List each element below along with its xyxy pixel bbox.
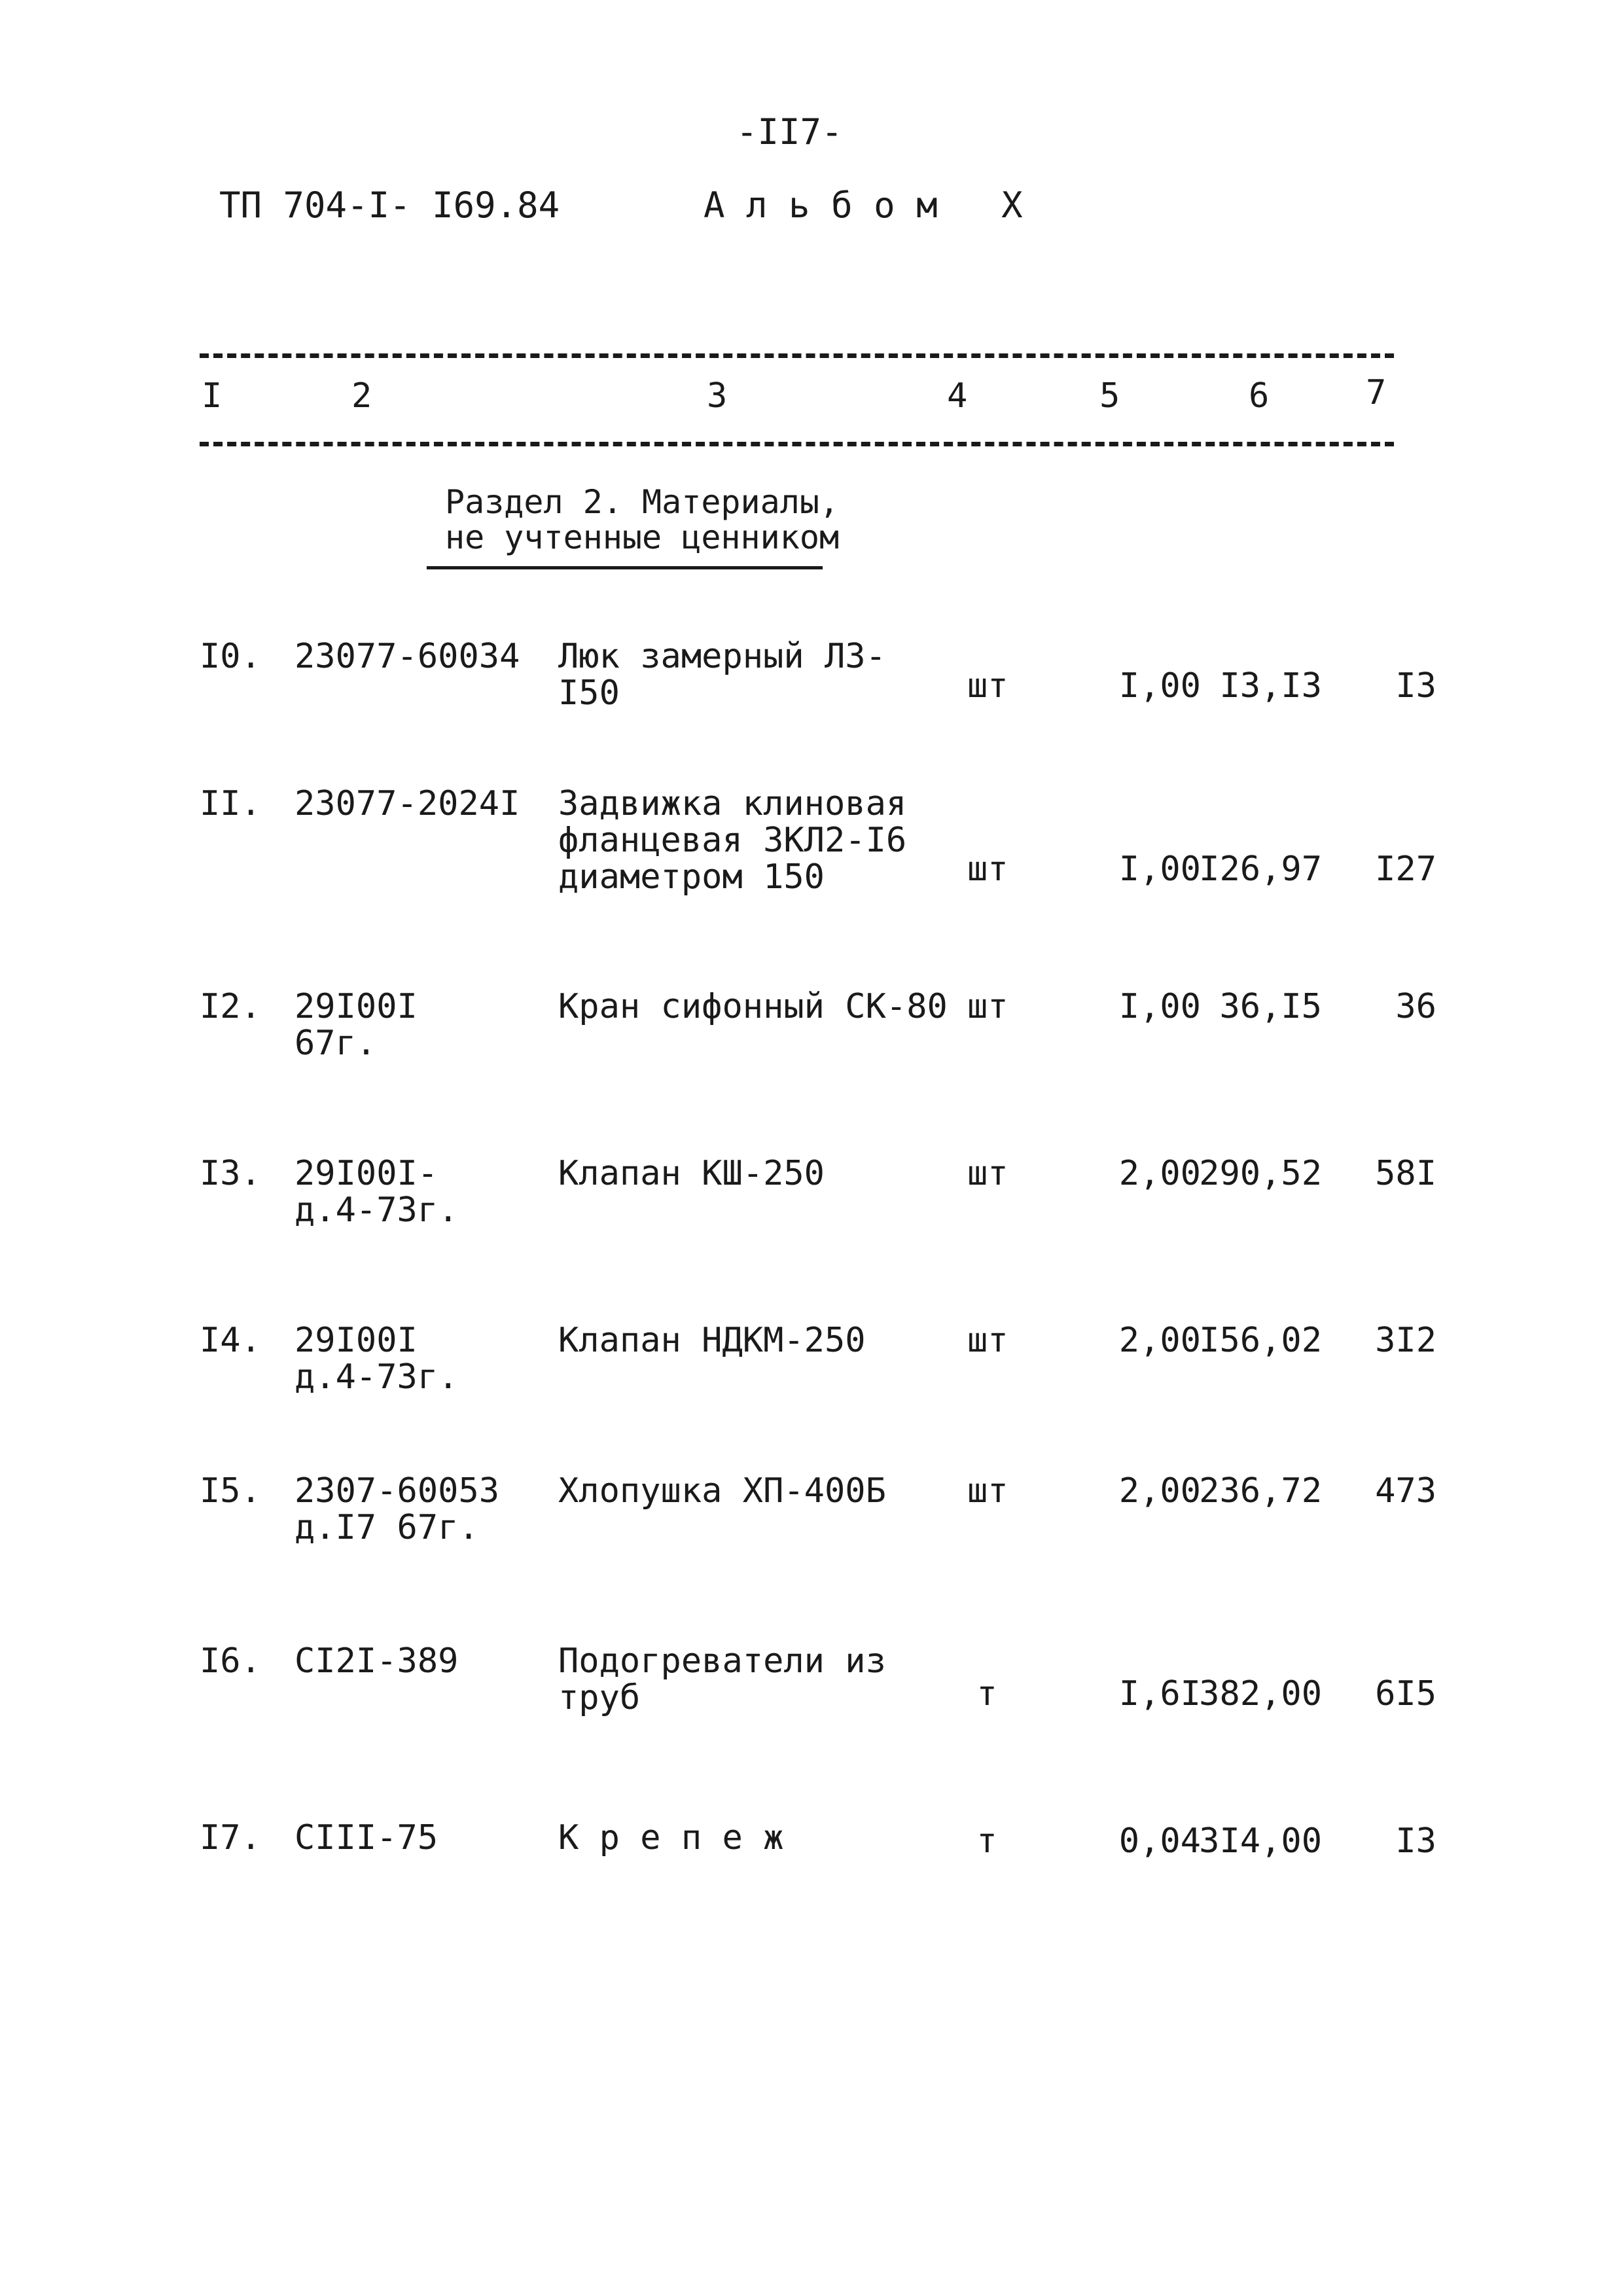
price-code: 23077-2024I <box>294 784 520 823</box>
unit: шт <box>967 1321 1008 1360</box>
total: I3 <box>1395 1821 1436 1861</box>
album-label: А л ь б о м X <box>704 185 1023 226</box>
section-title <box>445 484 839 555</box>
unit: шт <box>967 850 1008 889</box>
total: 3I2 <box>1375 1321 1436 1360</box>
total: I3 <box>1395 666 1436 706</box>
quantity: I,00 <box>1118 987 1201 1026</box>
column-number: 7 <box>1366 373 1387 412</box>
unit: шт <box>967 1471 1008 1511</box>
quantity: 2,00 <box>1118 1321 1201 1360</box>
price-code: 29I00I 67г. <box>294 987 418 1063</box>
item-name: Хлопушка ХП-400Б <box>558 1471 886 1511</box>
unit: т <box>976 1821 997 1861</box>
item-name: Кран сифонный СК-80 <box>558 987 948 1026</box>
unit: шт <box>967 1154 1008 1193</box>
row-number: I3. <box>200 1154 261 1193</box>
unit-price: I26,97 <box>1199 850 1322 889</box>
quantity: 2,00 <box>1118 1154 1201 1193</box>
row-number: I6. <box>200 1641 261 1681</box>
unit-price: 290,52 <box>1199 1154 1322 1193</box>
table-top-rule <box>200 353 1394 358</box>
row-number: I4. <box>200 1321 261 1360</box>
row-number: I5. <box>200 1471 261 1511</box>
unit-price: 382,00 <box>1199 1674 1322 1713</box>
price-code: 29I00I д.4-73г. <box>294 1321 459 1397</box>
quantity: I,00 <box>1118 850 1201 889</box>
unit-price: 3I4,00 <box>1199 1821 1322 1861</box>
unit: т <box>976 1674 997 1713</box>
page-number: -II7- <box>736 111 843 152</box>
item-name: Задвижка клиновая фланцевая ЗКЛ2-I6 диаметром 150 <box>558 784 907 897</box>
item-name: Клапан КШ-250 <box>558 1154 825 1193</box>
quantity: I,00 <box>1118 666 1201 706</box>
item-name: Подогреватели из труб <box>558 1641 886 1717</box>
item-name: К р е п е ж <box>558 1818 784 1857</box>
price-code: CI2I-389 <box>294 1641 459 1681</box>
quantity: 2,00 <box>1118 1471 1201 1511</box>
total: I27 <box>1375 850 1436 889</box>
total: 473 <box>1375 1471 1436 1511</box>
price-code: 23077-60034 <box>294 637 520 676</box>
total: 6I5 <box>1375 1674 1436 1713</box>
unit: шт <box>967 987 1008 1026</box>
item-name: Люк замерный ЛЗ- I50 <box>558 637 886 713</box>
quantity: I,6I <box>1118 1674 1201 1713</box>
price-code: 29I00I- д.4-73г. <box>294 1154 459 1230</box>
table-header-rule <box>200 442 1394 446</box>
column-number: 6 <box>1249 376 1270 416</box>
unit-price: I56,02 <box>1199 1321 1322 1360</box>
column-number: 4 <box>947 376 968 416</box>
price-code: 2307-60053 д.I7 67г. <box>294 1471 500 1547</box>
column-number: 3 <box>707 376 728 416</box>
section-title-line: Раздел 2. Материалы, <box>445 483 840 521</box>
row-number: I7. <box>200 1818 261 1857</box>
price-code: CIII-75 <box>294 1818 438 1857</box>
unit-price: 36,I5 <box>1219 987 1322 1026</box>
unit-price: I3,I3 <box>1219 666 1322 706</box>
total: 58I <box>1375 1154 1436 1193</box>
column-number: I <box>202 376 223 416</box>
row-number: I2. <box>200 987 261 1026</box>
total: 36 <box>1395 987 1436 1026</box>
section-title-line: не учтенные ценником <box>445 518 840 556</box>
doc-code: ТП 704-I- I69.84 <box>219 185 560 226</box>
section-underline <box>427 566 823 569</box>
row-number: I0. <box>200 637 261 676</box>
column-number: 2 <box>351 376 372 416</box>
row-number: II. <box>200 784 261 823</box>
quantity: 0,04 <box>1118 1821 1201 1861</box>
unit-price: 236,72 <box>1199 1471 1322 1511</box>
column-number: 5 <box>1099 376 1120 416</box>
unit: шт <box>967 666 1008 706</box>
item-name: Клапан НДКМ-250 <box>558 1321 866 1360</box>
